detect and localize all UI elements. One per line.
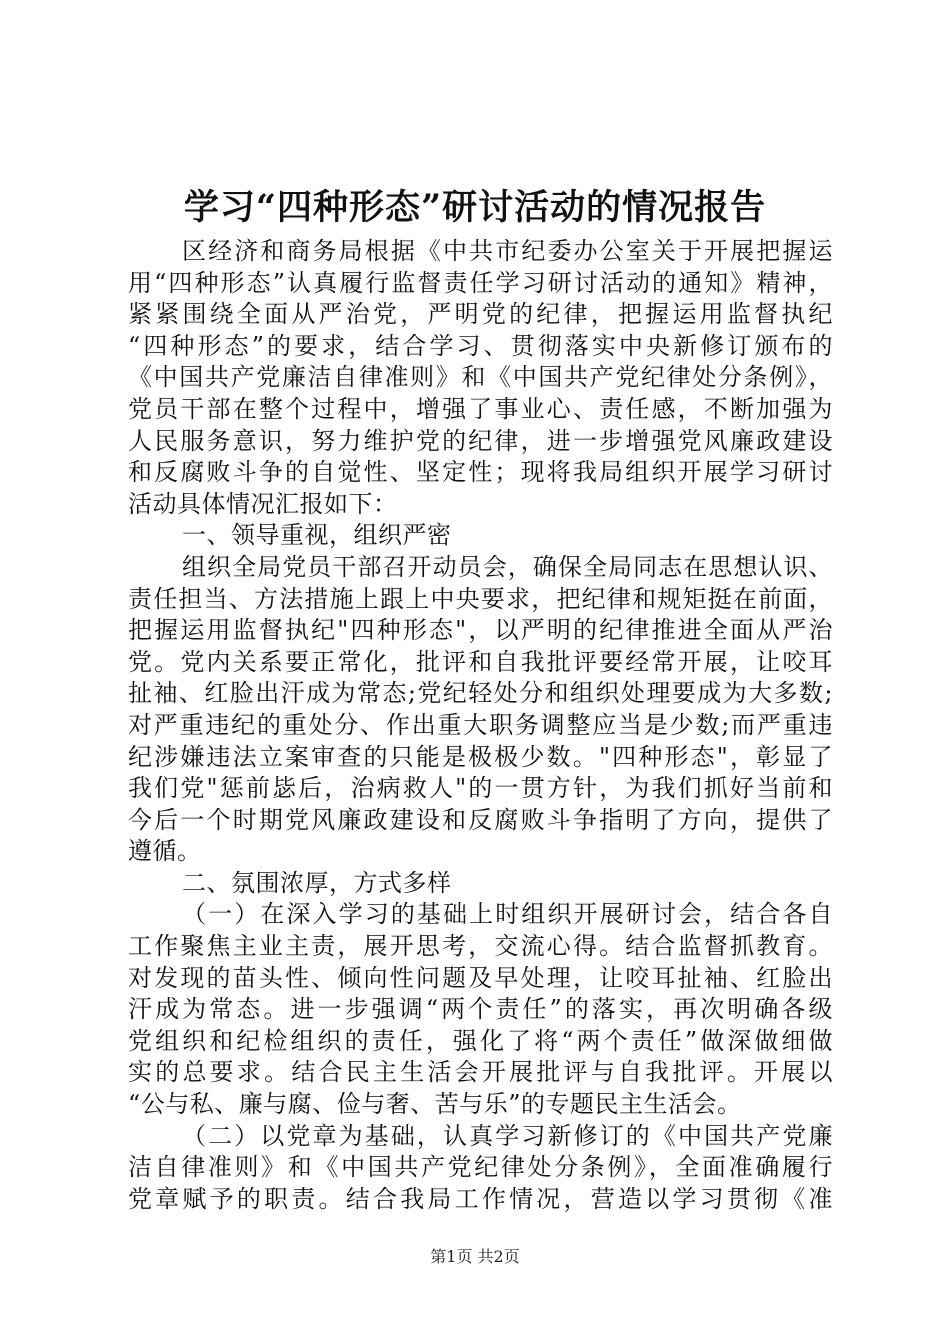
document-body	[128, 236, 833, 1215]
text-line: 党组织和纪检组织的责任，强化了将“两个责任”做深做细做	[128, 1026, 833, 1055]
text-line: “四种形态”的要求，结合学习、贯彻落实中央新修订颁布的	[128, 331, 833, 360]
text-line: 一、领导重视，组织严密	[182, 521, 452, 550]
text-line: 遵循。	[128, 837, 202, 866]
text-line: 实的总要求。结合民主生活会开展批评与自我批评。开展以	[128, 1058, 833, 1087]
text-line: 《中国共产党廉洁自律准则》和《中国共产党纪律处分条例》，	[128, 363, 833, 392]
text-line: 和反腐败斗争的自觉性、坚定性；现将我局组织开展学习研讨	[128, 458, 833, 487]
text-line: 把握运用监督执纪"四种形态"，以严明的纪律推进全面从严治	[128, 616, 833, 645]
text-line: 工作聚焦主业主责，展开思考，交流心得。结合监督抓教育。	[128, 932, 833, 961]
text-line: 组织全局党员干部召开动员会，确保全局同志在思想认识、	[182, 552, 833, 581]
text-line: 党。党内关系要正常化，批评和自我批评要经常开展，让咬耳	[128, 647, 833, 676]
text-line: 区经济和商务局根据《中共市纪委办公室关于开展把握运	[182, 237, 833, 265]
text-line: 紧紧围绕全面从严治党，严明党的纪律，把握运用监督执纪	[128, 300, 833, 329]
text-line: （二）以党章为基础，认真学习新修订的《中国共产党廉	[182, 1121, 833, 1150]
text-line: 人民服务意识，努力维护党的纪律，进一步增强党风廉政建设	[128, 426, 833, 455]
text-line: “公与私、廉与腐、俭与奢、苦与乐”的专题民主生活会。	[128, 1090, 742, 1119]
text-line: 二、氛围浓厚，方式多样	[182, 868, 452, 897]
text-line: 党员干部在整个过程中，增强了事业心、责任感，不断加强为	[128, 394, 833, 423]
text-line: （一）在深入学习的基础上时组织开展研讨会，结合各自	[182, 900, 833, 929]
text-line: 今后一个时期党风廉政建设和反腐败斗争指明了方向，提供了	[128, 805, 833, 834]
text-line: 责任担当、方法措施上跟上中央要求，把纪律和规矩挺在前面，	[128, 584, 833, 613]
text-line: 活动具体情况汇报如下：	[128, 489, 398, 518]
text-line: 对发现的苗头性、倾向性问题及早处理，让咬耳扯袖、红脸出	[128, 963, 833, 992]
text-line: 对严重违纪的重处分、作出重大职务调整应当是少数;而严重违	[128, 710, 833, 739]
document-title: 学习“四种形态”研讨活动的情况报告	[183, 187, 767, 228]
text-line: 汗成为常态。进一步强调“两个责任”的落实，再次明确各级	[128, 995, 833, 1024]
text-line: 扯袖、红脸出汗成为常态;党纪轻处分和组织处理要成为大多数;	[128, 679, 833, 708]
text-line: 用“四种形态”认真履行监督责任学习研讨活动的通知》精神，	[128, 268, 833, 297]
text-line: 纪涉嫌违法立案审查的只能是极极少数。"四种形态"，彰显了	[128, 742, 833, 771]
page-footer: 第1页 共2页	[430, 1247, 520, 1266]
text-line: 洁自律准则》和《中国共产党纪律处分条例》，全面准确履行	[128, 1153, 833, 1182]
text-line: 党章赋予的职责。结合我局工作情况，营造以学习贯彻《准	[128, 1184, 833, 1213]
text-line: 我们党"惩前毖后，治病救人"的一贯方针，为我们抓好当前和	[128, 774, 833, 803]
